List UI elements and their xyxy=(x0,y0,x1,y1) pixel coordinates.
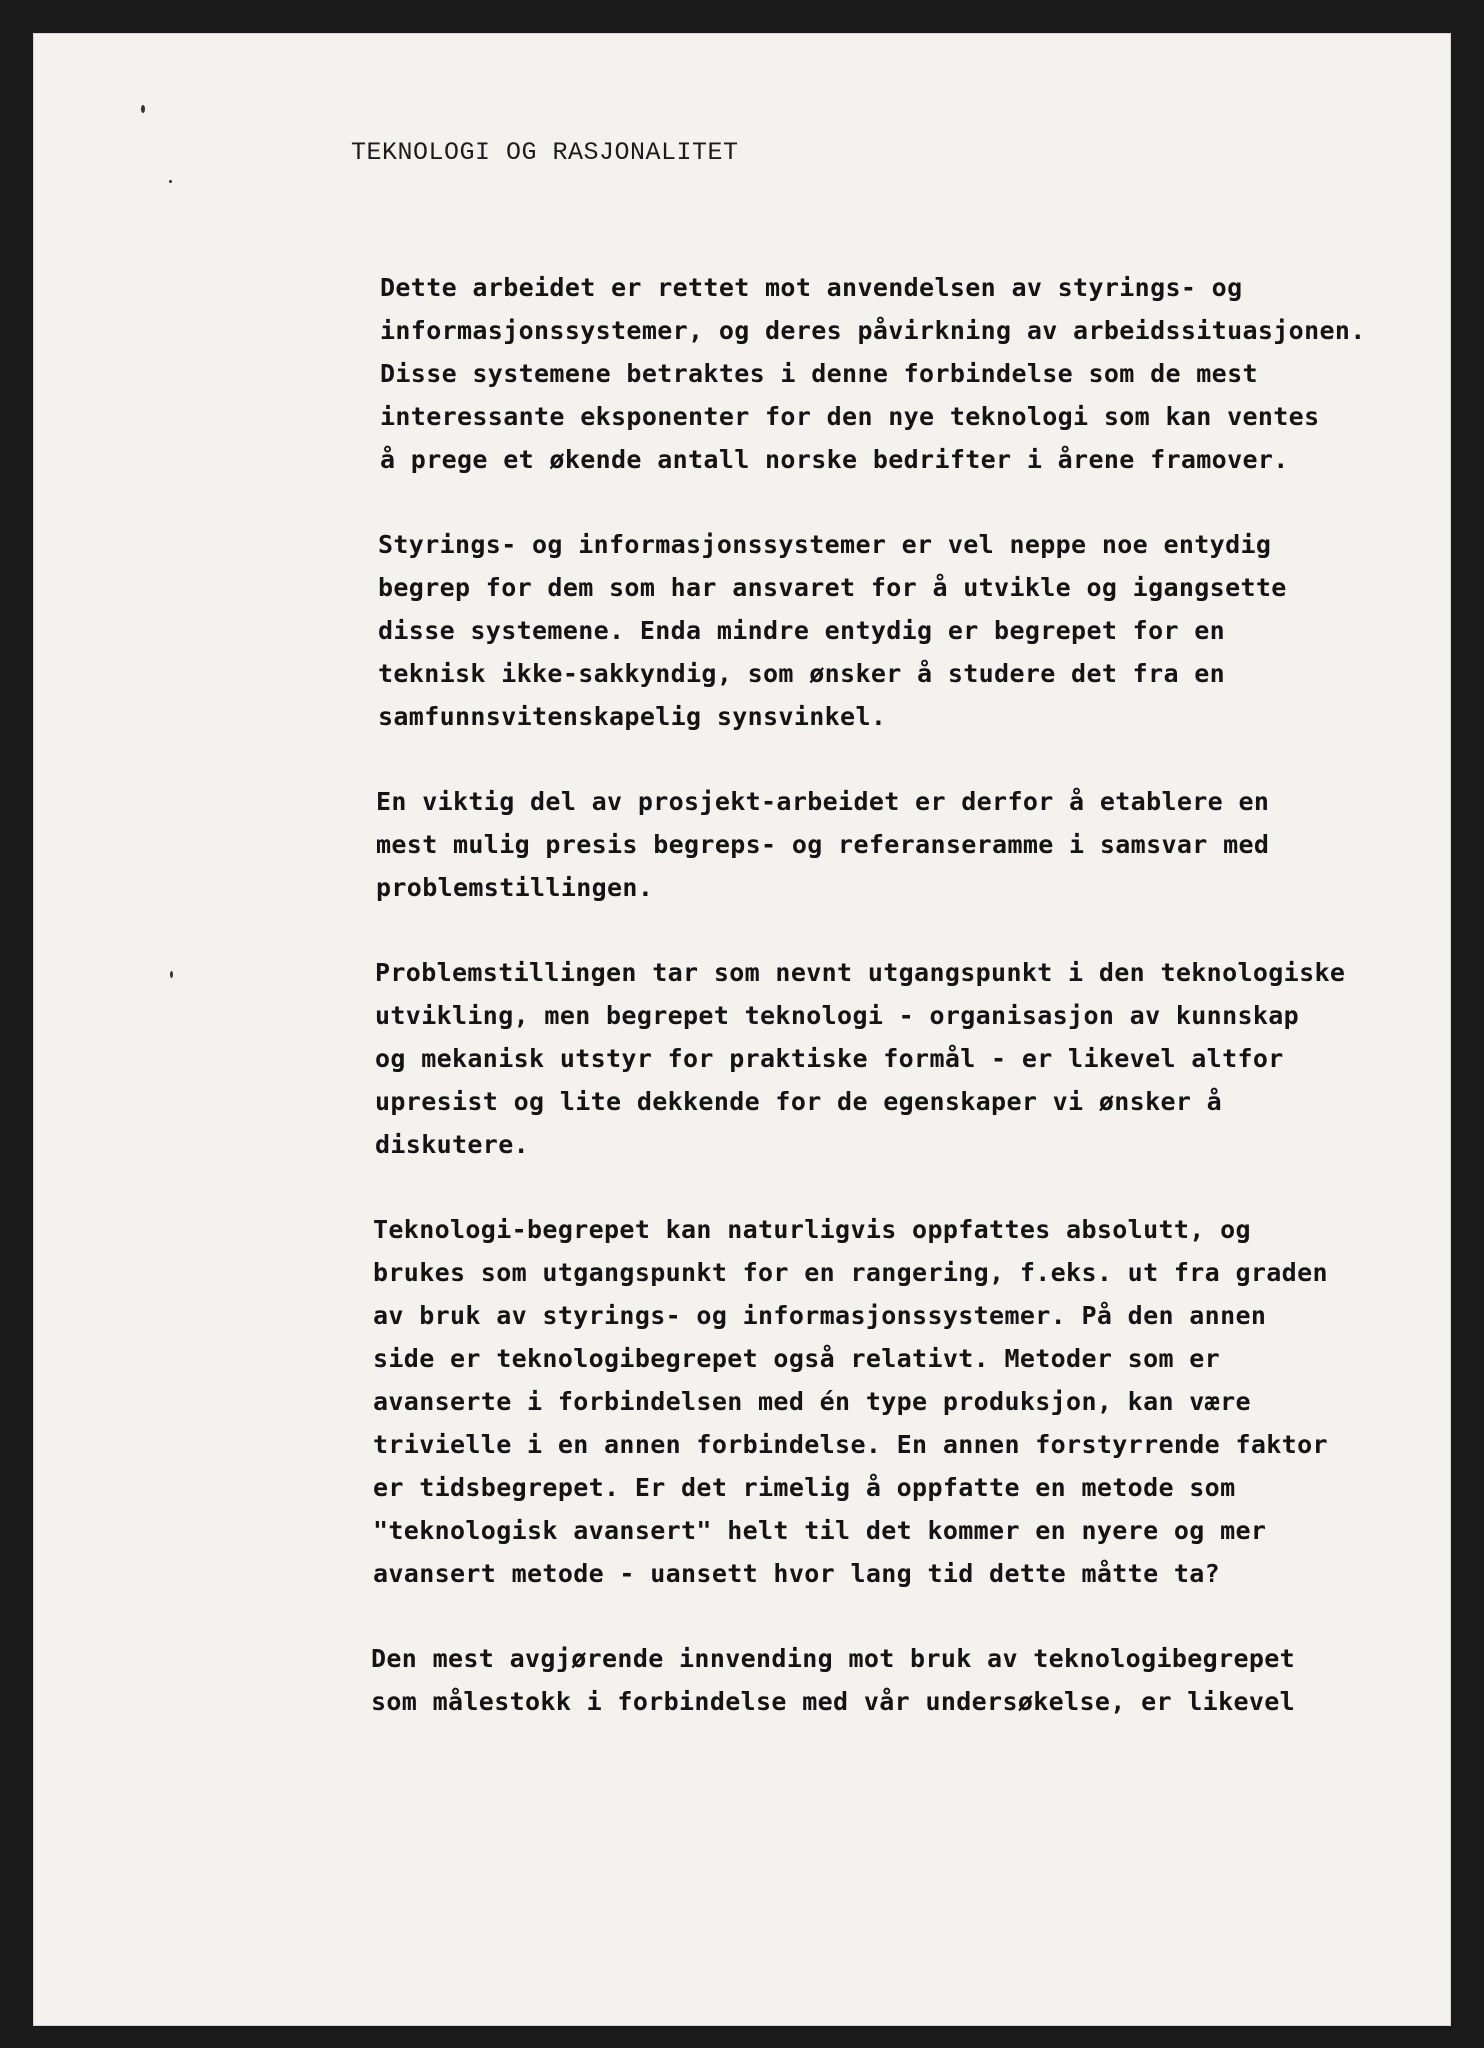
text-line: av bruk av styrings- og informasjonssystemer. På den annen xyxy=(373,1301,1267,1330)
text-line: Den mest avgjørende innvending mot bruk av teknologibegrepet xyxy=(371,1644,1296,1673)
text-line: er tidsbegrepet. Er det rimelig å oppfatte en metode som xyxy=(373,1473,1236,1502)
text-line: avanserte i forbindelsen med én type produksjon, kan være xyxy=(373,1387,1251,1416)
text-line: "teknologisk avansert" helt til det kommer en nyere og mer xyxy=(373,1516,1267,1545)
margin-speck xyxy=(141,105,145,113)
text-line: samfunnsvitenskapelig synsvinkel. xyxy=(378,702,887,731)
text-line: interessante eksponenter for den nye teknologi som kan ventes xyxy=(380,402,1320,431)
text-line: å prege et økende antall norske bedrifter i årene framover. xyxy=(380,445,1289,474)
paragraph-4 xyxy=(375,951,1443,1166)
text-line: trivielle i en annen forbindelse. En annen forstyrrende faktor xyxy=(373,1430,1328,1459)
margin-speck xyxy=(169,180,172,183)
text-line: Teknologi-begrepet kan naturligvis oppfattes absolutt, og xyxy=(373,1215,1251,1244)
text-line: avansert metode - uansett hvor lang tid dette måtte ta? xyxy=(373,1559,1221,1588)
document-title: TEKNOLOGI OG RASJONALITET xyxy=(351,138,739,167)
text-line: Dette arbeidet er rettet mot anvendelsen av styrings- og xyxy=(380,273,1243,302)
text-line: diskutere. xyxy=(375,1130,530,1159)
margin-speck xyxy=(170,971,173,978)
text-line: begrep for dem som har ansvaret for å utvikle og igangsette xyxy=(378,573,1287,602)
text-line: informasjonssystemer, og deres påvirkning av arbeidssituasjonen. xyxy=(380,316,1366,345)
paragraph-3 xyxy=(376,780,1443,909)
document-page xyxy=(33,33,1451,2026)
text-line: Problemstillingen tar som nevnt utgangspunkt i den teknologiske xyxy=(375,958,1346,987)
text-line: brukes som utgangspunkt for en rangering, f.eks. ut fra graden xyxy=(373,1258,1328,1287)
text-line: Disse systemene betraktes i denne forbindelse som de mest xyxy=(380,359,1258,388)
text-line: som målestokk i forbindelse med vår undersøkelse, er likevel xyxy=(371,1687,1296,1716)
text-line: teknisk ikke-sakkyndig, som ønsker å studere det fra en xyxy=(378,659,1226,688)
text-line: og mekanisk utstyr for praktiske formål - er likevel altfor xyxy=(375,1044,1284,1073)
text-line: problemstillingen. xyxy=(376,873,654,902)
paragraph-2 xyxy=(378,523,1443,738)
text-line: mest mulig presis begreps- og referanseramme i samsvar med xyxy=(376,830,1270,859)
text-line: En viktig del av prosjekt-arbeidet er derfor å etablere en xyxy=(376,787,1270,816)
document-body xyxy=(343,266,1443,1765)
text-line: disse systemene. Enda mindre entydig er begrepet for en xyxy=(378,616,1226,645)
paragraph-5 xyxy=(373,1208,1443,1595)
paragraph-1 xyxy=(380,266,1443,481)
paragraph-6 xyxy=(371,1637,1443,1723)
text-line: Styrings- og informasjonssystemer er vel neppe noe entydig xyxy=(378,530,1272,559)
text-line: side er teknologibegrepet også relativt. Metoder som er xyxy=(373,1344,1221,1373)
text-line: upresist og lite dekkende for de egenskaper vi ønsker å xyxy=(375,1087,1223,1116)
text-line: utvikling, men begrepet teknologi - organisasjon av kunnskap xyxy=(375,1001,1300,1030)
